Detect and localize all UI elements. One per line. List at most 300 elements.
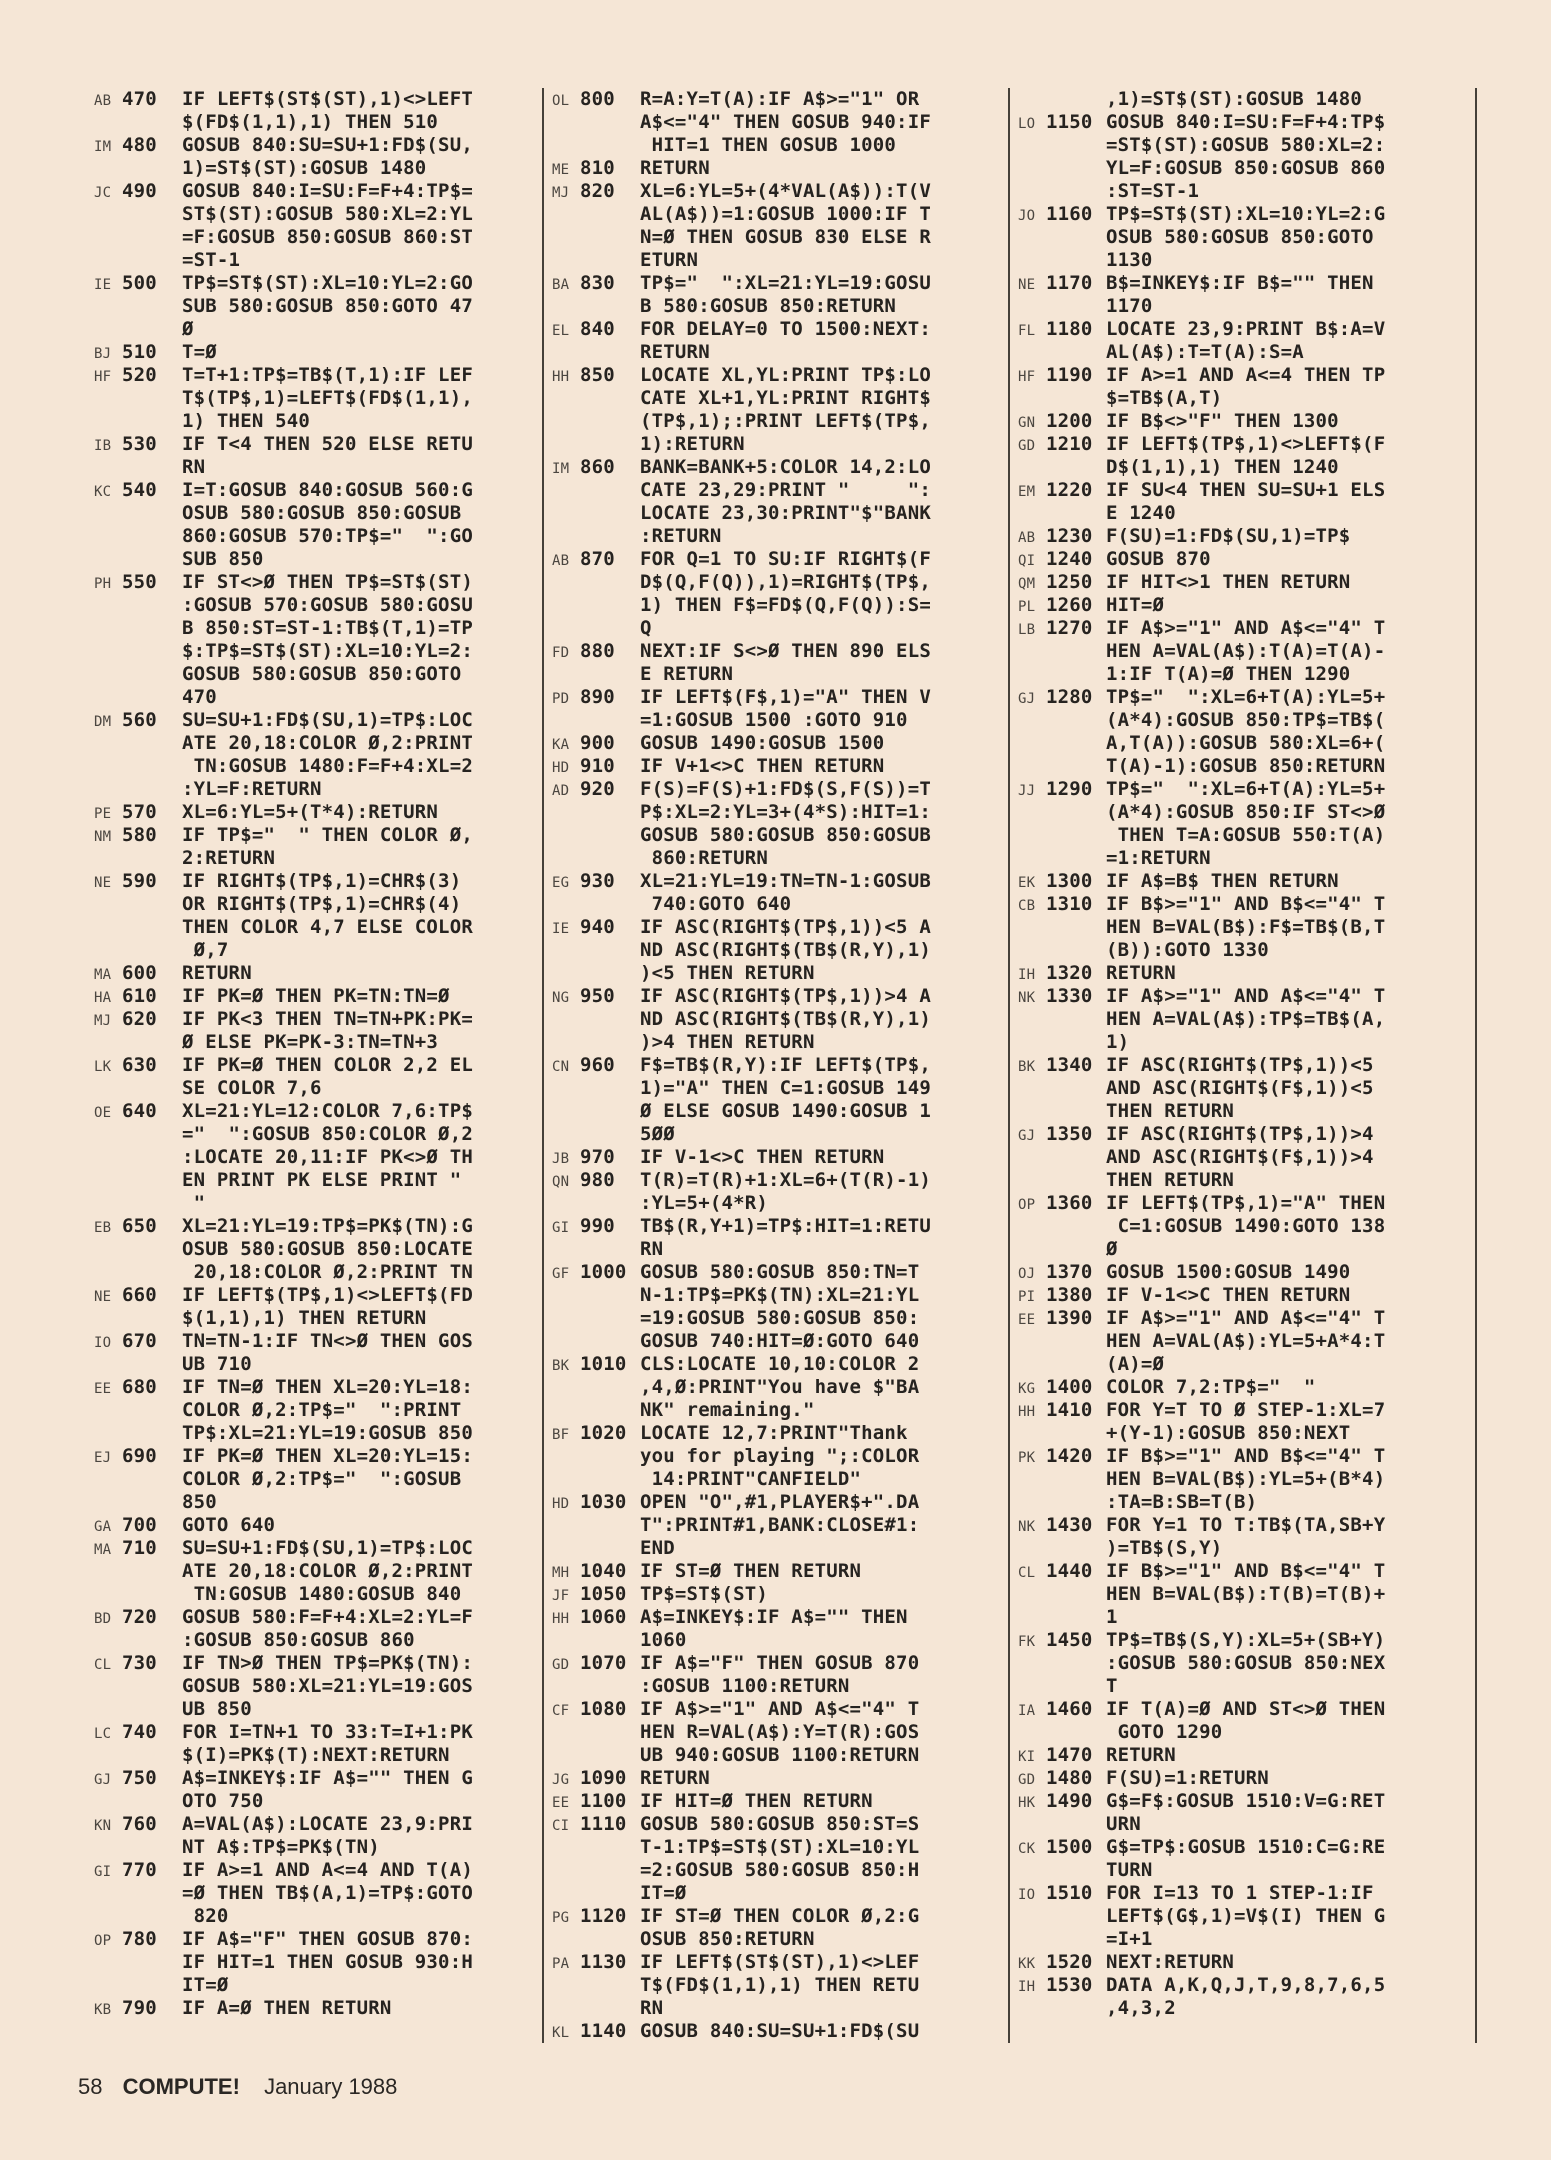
code-line — [1018, 1215, 1470, 1238]
code-text: T=T+1:TP$=TB$(T,1):IF LEF — [182, 364, 473, 386]
code-line — [94, 88, 534, 111]
checksum: GD — [1018, 1772, 1036, 1788]
code-text: N-1:TP$=PK$(TN):XL=21:YL — [640, 1284, 920, 1306]
code-line — [552, 1422, 998, 1445]
line-number: 920 — [580, 778, 615, 800]
code-line — [94, 1215, 534, 1238]
line-number: 1510 — [1046, 1882, 1093, 1904]
code-text: =Ø THEN TB$(A,1)=TP$:GOTO — [182, 1882, 473, 1904]
code-text: IT=Ø — [182, 1974, 229, 1996]
code-line — [1018, 318, 1470, 341]
code-text: GOSUB 1500:GOSUB 1490 — [1106, 1261, 1351, 1283]
code-text: HEN B=VAL(B$):T(B)=T(B)+ — [1106, 1583, 1386, 1605]
checksum: EE — [1018, 1312, 1036, 1328]
line-number: 840 — [580, 318, 615, 340]
code-text: IF HIT=1 THEN GOSUB 930:H — [182, 1951, 473, 1973]
code-text: GOSUB 840:SU=SU+1:FD$(SU, — [182, 134, 473, 156]
code-text: =" ":GOSUB 850:COLOR Ø,2 — [182, 1123, 473, 1145]
checksum: HH — [1018, 1404, 1036, 1420]
code-text: IF A$>="1" AND A$<="4" T — [1106, 1307, 1386, 1329]
code-text: HEN A=VAL(A$):YL=5+A*4:T — [1106, 1330, 1386, 1352]
checksum: IM — [552, 461, 570, 477]
code-line — [1018, 387, 1470, 410]
code-line — [1018, 824, 1470, 847]
code-text: LOCATE 23,9:PRINT B$:A=V — [1106, 318, 1386, 340]
code-line — [1018, 134, 1470, 157]
line-number: 1360 — [1046, 1192, 1093, 1214]
code-text: Ø,7 — [182, 939, 229, 961]
code-text: OSUB 850:RETURN — [640, 1928, 815, 1950]
code-text: =F:GOSUB 850:GOSUB 860:ST — [182, 226, 473, 248]
checksum: NM — [94, 829, 112, 845]
code-text: F(S)=F(S)+1:FD$(S,F(S))=T — [640, 778, 931, 800]
code-text: LEFT$(G$,1)=V$(I) THEN G — [1106, 1905, 1386, 1927]
code-text: 860:RETURN — [640, 847, 769, 869]
code-line — [94, 1606, 534, 1629]
code-line — [94, 387, 534, 410]
line-number: 960 — [580, 1054, 615, 1076]
code-text: COLOR Ø,2:TP$=" ":PRINT — [182, 1399, 462, 1421]
code-text: A$=INKEY$:IF A$="" THEN G — [182, 1767, 473, 1789]
line-number: 600 — [122, 962, 157, 984]
code-line — [552, 272, 998, 295]
code-text: IF HIT<>1 THEN RETURN — [1106, 571, 1351, 593]
code-text: =19:GOSUB 580:GOSUB 850: — [640, 1307, 920, 1329]
checksum: HK — [1018, 1795, 1036, 1811]
code-line — [552, 1284, 998, 1307]
code-text: IF V-1<>C THEN RETURN — [640, 1146, 885, 1168]
checksum: MH — [552, 1565, 570, 1581]
code-text: FOR I=TN+1 TO 33:T=I+1:PK — [182, 1721, 473, 1743]
code-line — [552, 180, 998, 203]
checksum: EK — [1018, 875, 1036, 891]
code-line — [1018, 433, 1470, 456]
code-line — [94, 916, 534, 939]
code-line — [94, 571, 534, 594]
code-text: =1:GOSUB 1500 :GOTO 910 — [640, 709, 908, 731]
code-line — [94, 525, 534, 548]
checksum: QN — [552, 1174, 570, 1190]
code-text: 5ØØ — [640, 1123, 675, 1145]
code-line — [552, 88, 998, 111]
code-text: )<5 THEN RETURN — [640, 962, 815, 984]
code-line — [94, 479, 534, 502]
code-text: :ST=ST-1 — [1106, 180, 1200, 202]
code-line — [94, 1583, 534, 1606]
code-line — [94, 1698, 534, 1721]
code-text: ,1)=ST$(ST):GOSUB 1480 — [1106, 88, 1363, 110]
checksum: IM — [94, 139, 112, 155]
line-number: 910 — [580, 755, 615, 777]
listing-column-3 — [1018, 88, 1470, 2043]
line-number: 1320 — [1046, 962, 1093, 984]
code-line — [94, 1100, 534, 1123]
line-number: 1480 — [1046, 1767, 1093, 1789]
code-line — [94, 456, 534, 479]
code-text: (B)):GOTO 1330 — [1106, 939, 1269, 961]
line-number: 870 — [580, 548, 615, 570]
code-text: IF A$>="1" AND A$<="4" T — [1106, 985, 1386, 1007]
code-text: IF A>=1 AND A<=4 AND T(A) — [182, 1859, 473, 1881]
line-number: 1140 — [580, 2020, 627, 2042]
code-line — [552, 1031, 998, 1054]
code-line — [94, 1008, 534, 1031]
line-number: 1250 — [1046, 571, 1093, 593]
code-line — [94, 203, 534, 226]
code-line — [94, 111, 534, 134]
code-text: OTO 750 — [182, 1790, 264, 1812]
checksum: EM — [1018, 484, 1036, 500]
code-line — [94, 1468, 534, 1491]
code-text: IF A=Ø THEN RETURN — [182, 1997, 392, 2019]
checksum: HD — [552, 760, 570, 776]
code-text: ND ASC(RIGHT$(TB$(R,Y),1) — [640, 1008, 931, 1030]
code-line — [1018, 1238, 1470, 1261]
code-text: IF B$>="1" AND B$<="4" T — [1106, 1560, 1386, 1582]
checksum: NK — [1018, 990, 1036, 1006]
code-line — [552, 502, 998, 525]
checksum: GN — [1018, 415, 1036, 431]
code-line — [552, 157, 998, 180]
line-number: 1240 — [1046, 548, 1093, 570]
checksum: HH — [552, 369, 570, 385]
code-line — [94, 1031, 534, 1054]
code-line — [1018, 88, 1470, 111]
line-number: 1270 — [1046, 617, 1093, 639]
checksum: OE — [94, 1105, 112, 1121]
code-line — [94, 1744, 534, 1767]
code-text: B$=INKEY$:IF B$="" THEN — [1106, 272, 1374, 294]
code-line — [1018, 1192, 1470, 1215]
issue-date: January 1988 — [264, 2074, 398, 2099]
code-text: RETURN — [1106, 962, 1176, 984]
line-number: 880 — [580, 640, 615, 662]
code-line — [1018, 410, 1470, 433]
code-text: :RETURN — [640, 525, 722, 547]
code-text: RETURN — [1106, 1744, 1176, 1766]
code-text: NT A$:TP$=PK$(TN) — [182, 1836, 380, 1858]
code-line — [1018, 1031, 1470, 1054]
line-number: 1430 — [1046, 1514, 1093, 1536]
code-line — [1018, 1859, 1470, 1882]
code-text: 860:GOSUB 570:TP$=" ":GO — [182, 525, 473, 547]
code-line — [1018, 1353, 1470, 1376]
code-line — [552, 1307, 998, 1330]
code-text: CATE XL+1,YL:PRINT RIGHT$ — [640, 387, 931, 409]
code-text: 1) — [1106, 1031, 1130, 1053]
code-text: AL(A$):T=T(A):S=A — [1106, 341, 1304, 363]
code-text: F$=TB$(R,Y):IF LEFT$(TP$, — [640, 1054, 931, 1076]
code-line — [552, 1790, 998, 1813]
code-text: 1 — [1106, 1606, 1118, 1628]
code-line — [1018, 1905, 1470, 1928]
line-number: 1170 — [1046, 272, 1093, 294]
checksum: CN — [552, 1059, 570, 1075]
code-text: GOSUB 580:GOSUB 850:GOSUB — [640, 824, 931, 846]
line-number: 810 — [580, 157, 615, 179]
code-line — [552, 1514, 998, 1537]
checksum: JJ — [1018, 783, 1036, 799]
code-text: IF ASC(RIGHT$(TP$,1))<5 — [1106, 1054, 1374, 1076]
code-line — [552, 1698, 998, 1721]
code-text: P$:XL=2:YL=3+(4*S):HIT=1: — [640, 801, 931, 823]
code-line — [552, 1905, 998, 1928]
code-line — [1018, 203, 1470, 226]
checksum: FL — [1018, 323, 1036, 339]
code-line — [552, 1974, 998, 1997]
code-text: FOR Q=1 TO SU:IF RIGHT$(F — [640, 548, 931, 570]
checksum: EE — [94, 1381, 112, 1397]
code-line — [1018, 1330, 1470, 1353]
code-text: HEN R=VAL(A$):Y=T(R):GOS — [640, 1721, 920, 1743]
code-text: IF A$="F" THEN GOSUB 870: — [182, 1928, 473, 1950]
code-text: 470 — [182, 686, 217, 708]
code-line — [552, 525, 998, 548]
code-text: RETURN — [640, 341, 710, 363]
code-line — [94, 594, 534, 617]
checksum: HH — [552, 1611, 570, 1627]
line-number: 1400 — [1046, 1376, 1093, 1398]
code-line — [552, 1399, 998, 1422]
line-number: 990 — [580, 1215, 615, 1237]
code-text: :GOSUB 580:GOSUB 850:NEX — [1106, 1652, 1386, 1674]
line-number: 1460 — [1046, 1698, 1093, 1720]
line-number: 590 — [122, 870, 157, 892]
code-line — [552, 226, 998, 249]
code-text: OR RIGHT$(TP$,1)=CHR$(4) — [182, 893, 462, 915]
code-line — [1018, 1123, 1470, 1146]
line-number: 1340 — [1046, 1054, 1093, 1076]
code-text: THEN RETURN — [1106, 1169, 1235, 1191]
code-line — [552, 1491, 998, 1514]
checksum: BK — [1018, 1059, 1036, 1075]
code-text: THEN RETURN — [1106, 1100, 1235, 1122]
checksum: DM — [94, 714, 112, 730]
code-line — [94, 249, 534, 272]
code-line — [552, 1261, 998, 1284]
code-text: ND ASC(RIGHT$(TB$(R,Y),1) — [640, 939, 931, 961]
checksum: MJ — [94, 1013, 112, 1029]
code-text: XL=6:YL=5+(4*VAL(A$)):T(V — [640, 180, 931, 202]
code-text: $=TB$(A,T) — [1106, 387, 1223, 409]
code-text: IF ST<>Ø THEN TP$=ST$(ST) — [182, 571, 473, 593]
code-line — [1018, 1583, 1470, 1606]
code-line — [94, 1813, 534, 1836]
code-text: 820 — [182, 1905, 229, 1927]
checksum: PL — [1018, 599, 1036, 615]
code-text: SU=SU+1:FD$(SU,1)=TP$:LOC — [182, 709, 473, 731]
line-number: 1300 — [1046, 870, 1093, 892]
code-text: OSUB 580:GOSUB 850:GOSUB — [182, 502, 462, 524]
checksum: CK — [1018, 1841, 1036, 1857]
code-line — [94, 1422, 534, 1445]
code-text: $(I)=PK$(T):NEXT:RETURN — [182, 1744, 450, 1766]
code-line — [94, 134, 534, 157]
code-line — [1018, 1422, 1470, 1445]
line-number: 820 — [580, 180, 615, 202]
code-text: IF ASC(RIGHT$(TP$,1))>4 — [1106, 1123, 1374, 1145]
code-text: IF RIGHT$(TP$,1)=CHR$(3) — [182, 870, 462, 892]
code-line — [94, 1859, 534, 1882]
code-line — [552, 1054, 998, 1077]
code-text: 1)="A" THEN C=1:GOSUB 149 — [640, 1077, 931, 1099]
line-number: 1210 — [1046, 433, 1093, 455]
line-number: 1490 — [1046, 1790, 1093, 1812]
listing-column-2 — [552, 88, 998, 2043]
checksum: EL — [552, 323, 570, 339]
line-number: 1470 — [1046, 1744, 1093, 1766]
code-line — [552, 640, 998, 663]
line-number: 1310 — [1046, 893, 1093, 915]
code-text: :TA=B:SB=T(B) — [1106, 1491, 1258, 1513]
code-text: RN — [640, 1997, 664, 2019]
checksum: GD — [1018, 438, 1036, 454]
checksum: BA — [552, 277, 570, 293]
checksum: HF — [94, 369, 112, 385]
code-line — [94, 364, 534, 387]
line-number: 700 — [122, 1514, 157, 1536]
code-text: LOCATE 23,30:PRINT"$"BANK — [640, 502, 931, 524]
code-line — [1018, 686, 1470, 709]
code-text: IF T(A)=Ø AND ST<>Ø THEN — [1106, 1698, 1386, 1720]
code-line — [94, 1353, 534, 1376]
code-text: =ST-1 — [182, 249, 241, 271]
line-number: 770 — [122, 1859, 157, 1881]
code-line — [1018, 1721, 1470, 1744]
code-text: FOR Y=T TO Ø STEP-1:XL=7 — [1106, 1399, 1386, 1421]
code-text: E RETURN — [640, 663, 734, 685]
line-number: 1180 — [1046, 318, 1093, 340]
code-text: I=T:GOSUB 840:GOSUB 560:G — [182, 479, 473, 501]
code-line — [94, 1169, 534, 1192]
checksum: MA — [94, 967, 112, 983]
checksum: GI — [552, 1220, 570, 1236]
code-text: $(FD$(1,1),1) THEN 510 — [182, 111, 439, 133]
line-number: 1000 — [580, 1261, 627, 1283]
code-line — [94, 1376, 534, 1399]
code-text: 2:RETURN — [182, 847, 276, 869]
checksum: OP — [94, 1933, 112, 1949]
code-line — [1018, 962, 1470, 985]
line-number: 980 — [580, 1169, 615, 1191]
code-line — [552, 1100, 998, 1123]
code-text: $(1,1),1) THEN RETURN — [182, 1307, 427, 1329]
code-text: GOSUB 580:XL=21:YL=19:GOS — [182, 1675, 473, 1697]
code-line — [94, 1652, 534, 1675]
code-line — [94, 1514, 534, 1537]
code-line — [94, 801, 534, 824]
code-text: YL=F:GOSUB 850:GOSUB 860 — [1106, 157, 1386, 179]
code-text: GOSUB 740:HIT=Ø:GOTO 640 — [640, 1330, 920, 1352]
checksum: PH — [94, 576, 112, 592]
code-text: SU=SU+1:FD$(SU,1)=TP$:LOC — [182, 1537, 473, 1559]
code-line — [552, 295, 998, 318]
checksum: GD — [552, 1657, 570, 1673]
line-number: 1040 — [580, 1560, 627, 1582]
column-divider — [542, 88, 544, 2043]
code-line — [552, 1468, 998, 1491]
line-number: 950 — [580, 985, 615, 1007]
code-line — [1018, 157, 1470, 180]
code-line — [94, 1951, 534, 1974]
code-text: XL=21:YL=19:TN=TN-1:GOSUB — [640, 870, 931, 892]
checksum: HD — [552, 1496, 570, 1512]
checksum: BK — [552, 1358, 570, 1374]
line-number: 1090 — [580, 1767, 627, 1789]
code-line — [1018, 295, 1470, 318]
code-text: IF HIT=Ø THEN RETURN — [640, 1790, 873, 1812]
checksum: NE — [1018, 277, 1036, 293]
code-line — [94, 709, 534, 732]
code-text: IF LEFT$(ST$(ST),1)<>LEFT — [182, 88, 473, 110]
code-line — [1018, 456, 1470, 479]
checksum: CF — [552, 1703, 570, 1719]
code-line — [94, 1836, 534, 1859]
code-text: GOTO 1290 — [1106, 1721, 1223, 1743]
code-line — [552, 1583, 998, 1606]
line-number: 800 — [580, 88, 615, 110]
code-text: IF TP$=" " THEN COLOR Ø, — [182, 824, 473, 846]
checksum: IB — [94, 438, 112, 454]
checksum: HF — [1018, 369, 1036, 385]
code-text: ATE 20,18:COLOR Ø,2:PRINT — [182, 1560, 473, 1582]
code-text: GOSUB 840:I=SU:F=F+4:TP$ — [1106, 111, 1386, 133]
code-line — [94, 939, 534, 962]
checksum: NE — [94, 1289, 112, 1305]
code-line — [1018, 1445, 1470, 1468]
code-text: G$=F$:GOSUB 1510:V=G:RET — [1106, 1790, 1386, 1812]
checksum: GI — [94, 1864, 112, 1880]
code-line — [552, 939, 998, 962]
code-text: T(A)-1):GOSUB 850:RETURN — [1106, 755, 1386, 777]
code-line — [552, 1951, 998, 1974]
code-line — [94, 226, 534, 249]
code-text: RN — [182, 456, 206, 478]
code-line — [94, 1767, 534, 1790]
column-divider — [1008, 88, 1010, 2043]
code-line — [552, 1238, 998, 1261]
code-text: Ø ELSE GOSUB 1490:GOSUB 1 — [640, 1100, 931, 1122]
code-line — [552, 663, 998, 686]
code-text: FOR Y=1 TO T:TB$(TA,SB+Y — [1106, 1514, 1386, 1536]
code-text: T":PRINT#1,BANK:CLOSE#1: — [640, 1514, 920, 1536]
code-line — [1018, 1399, 1470, 1422]
line-number: 1350 — [1046, 1123, 1093, 1145]
code-line — [94, 1560, 534, 1583]
code-line — [1018, 1790, 1470, 1813]
code-text: SUB 580:GOSUB 850:GOTO 47 — [182, 295, 473, 317]
checksum: LC — [94, 1726, 112, 1742]
code-line — [94, 1790, 534, 1813]
code-text: A,T(A)):GOSUB 580:XL=6+( — [1106, 732, 1386, 754]
line-number: 680 — [122, 1376, 157, 1398]
code-text: FOR DELAY=0 TO 1500:NEXT: — [640, 318, 931, 340]
code-text: ST$(ST):GOSUB 580:XL=2:YL — [182, 203, 473, 225]
code-line — [552, 1675, 998, 1698]
code-line — [94, 295, 534, 318]
code-text: 1170 — [1106, 295, 1153, 317]
checksum: OJ — [1018, 1266, 1036, 1282]
code-text: 850 — [182, 1491, 217, 1513]
code-line — [94, 1146, 534, 1169]
code-text: GOSUB 870 — [1106, 548, 1211, 570]
code-line — [552, 1169, 998, 1192]
code-text: TP$=" ":XL=6+T(A):YL=5+ — [1106, 686, 1386, 708]
code-line — [94, 548, 534, 571]
line-number: 1050 — [580, 1583, 627, 1605]
code-text: C=1:GOSUB 1490:GOTO 138 — [1106, 1215, 1386, 1237]
code-text: E 1240 — [1106, 502, 1176, 524]
